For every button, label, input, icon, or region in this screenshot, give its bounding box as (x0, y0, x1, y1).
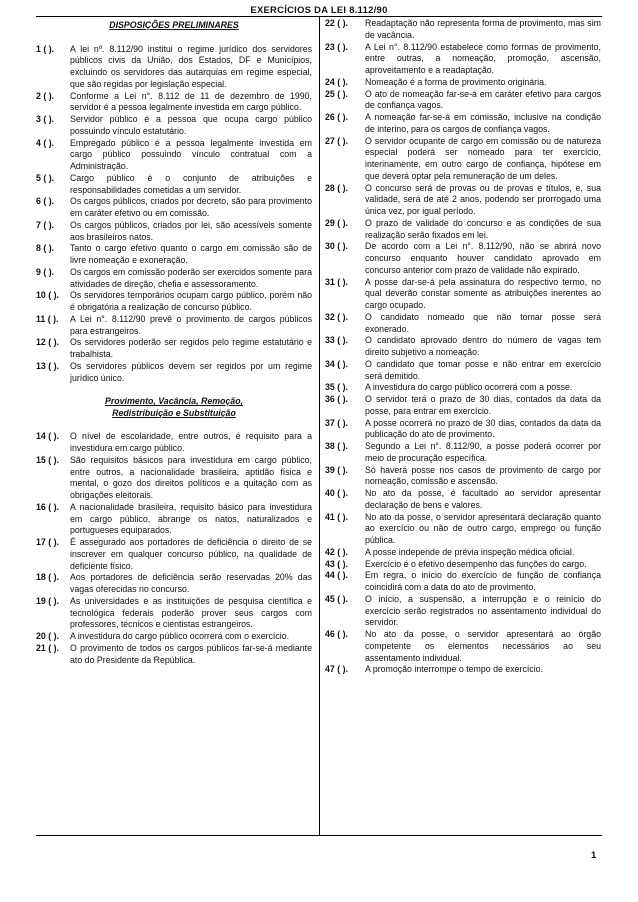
section-heading-line: Redistribuição e Substituição (112, 407, 236, 418)
question-number: 25 ( ). (325, 88, 348, 99)
question-text: Tanto o cargo efetivo quanto o cargo em comissão são de livre nomeação e exoneração. (70, 243, 312, 265)
question-item (325, 136, 601, 183)
question-number: 27 ( ). (325, 135, 348, 146)
question-item (325, 559, 601, 571)
question-item (325, 570, 601, 594)
question-text: No ato da posse, é facultado ao servidor apresentar declaração de bens e valores. (365, 488, 601, 510)
question-text: Os cargos em comissão poderão ser exercidos somente para atividades de direção, chefia e assessoramento. (70, 266, 312, 289)
question-item (36, 138, 312, 173)
question-text: O candidato aprovado dentro do número de vagas tem direito subjetivo a nomeação. (365, 335, 601, 357)
left-column (36, 18, 312, 666)
question-text: Nomeação é a forma de provimento originária. (365, 76, 547, 87)
question-number: 43 ( ). (325, 558, 348, 569)
question-number: 5 ( ). (36, 172, 55, 183)
question-number: 45 ( ). (325, 593, 348, 604)
question-text: Os servidores poderão ser regidos pelo regime estatutário e trabalhista. (70, 337, 312, 359)
question-text: A posse independe de prévia inspeção médica oficial. (365, 546, 575, 557)
question-item (36, 243, 312, 267)
question-number: 26 ( ). (325, 112, 348, 122)
question-text: Servidor público é a pessoa que ocupa cargo público possuindo vínculo estatutário. (70, 114, 312, 136)
question-item (325, 89, 601, 113)
question-item (36, 44, 312, 91)
question-number: 9 ( ). (36, 266, 55, 277)
question-number: 31 ( ). (325, 276, 348, 287)
question-item (36, 220, 312, 244)
question-number: 18 ( ). (36, 572, 59, 583)
question-item (36, 114, 312, 138)
question-number: 29 ( ). (325, 217, 348, 228)
question-number: 37 ( ). (325, 417, 348, 428)
question-item (325, 394, 601, 418)
question-number: 8 ( ). (36, 243, 55, 254)
question-number: 2 ( ). (36, 90, 55, 101)
question-number: 44 ( ). (325, 570, 348, 581)
question-text: O provimento de todos os cargos públicos far-se-á mediante ato do Presidente da República. (70, 642, 312, 665)
question-number: 39 ( ). (325, 464, 348, 475)
question-item (325, 382, 601, 394)
question-number: 4 ( ). (36, 137, 55, 148)
right-column (325, 18, 601, 676)
question-item (325, 629, 601, 664)
question-text: Os cargos públicos, criados por lei, são acessíveis somente aos brasileiros natos. (70, 219, 312, 242)
question-text: Empregado público é a pessoa legalmente investida em cargo público possuindo vínculo contratual com a Administração. (70, 137, 312, 171)
section-heading-line: Provimento, Vacância, Remoção, (104, 396, 244, 407)
question-number: 30 ( ). (325, 241, 348, 252)
question-number: 21 ( ). (36, 642, 59, 653)
question-item (36, 502, 312, 537)
question-number: 6 ( ). (36, 196, 55, 207)
question-text: São requisitos básicos para investidura em cargo público, entre outros, a nacionalidade brasileira, aptidão física e mental, o gozo dos direitos políticos e a quitação com as obrigações eleitorais. (70, 454, 312, 500)
question-number: 41 ( ). (325, 511, 348, 522)
question-item (325, 465, 601, 489)
question-item (325, 664, 601, 676)
question-text: O servidor terá o prazo de 30 dias, contados da data da posse, para entrar em exercício. (365, 394, 601, 416)
question-number: 24 ( ). (325, 76, 348, 87)
question-number: 14 ( ). (36, 431, 59, 442)
question-text: O candidato nomeado que não tomar posse será exonerado. (365, 311, 601, 334)
question-text: Readaptação não representa forma de provimento, mas sim de vacância. (365, 18, 601, 40)
question-item (36, 314, 312, 338)
question-item (325, 277, 601, 312)
question-item (325, 547, 601, 559)
question-text: A posse ocorrerá no prazo de 30 dias, contados da data da publicação do ato de provimento. (365, 417, 601, 440)
question-text: É assegurado aos portadores de deficiência o direito de se inscrever em qualquer concurso público, na qualidade de deficiente físico. (70, 537, 312, 571)
question-text: As universidades e as instituições de pesquisa científica e tecnológica federais poderão prover seus cargos com professores, técnicos e cientistas estrangeiros. (70, 595, 312, 630)
question-item (36, 91, 312, 115)
column-divider (319, 17, 320, 835)
question-number: 3 ( ). (36, 114, 55, 124)
question-item (325, 512, 601, 547)
question-number: 40 ( ). (325, 488, 348, 498)
question-text: A investidura do cargo público ocorrerá com a posse. (365, 382, 573, 393)
question-number: 11 ( ). (36, 313, 59, 324)
question-text: Os servidores temporários ocupam cargo público, porém não é obrigatória a realização de concurso público. (70, 290, 312, 312)
question-number: 33 ( ). (325, 335, 348, 346)
question-text: O concurso será de provas ou de provas e títulos, e, sua validade, será de até 2 anos, podendo ser prorrogado uma única vez, por igual período. (365, 182, 601, 216)
question-text: A nacionalidade brasileira, requisito básico para investidura em cargo público, abrange os natos, naturalizados e portugueses equiparados. (70, 501, 312, 536)
question-number: 35 ( ). (325, 382, 348, 393)
question-text: O nível de escolaridade, entre outros, é requisito para a investidura em cargo público. (70, 431, 312, 453)
question-item (325, 42, 601, 77)
question-text: De acordo com a Lei n°. 8.112/90, não se abrirá novo concurso enquanto houver candidato aprovado em concurso anterior com prazo de validade não expirado. (365, 241, 601, 275)
question-number: 16 ( ). (36, 501, 59, 512)
question-number: 23 ( ). (325, 41, 348, 52)
question-item (36, 361, 312, 385)
page-title: EXERCÍCIOS DA LEI 8.112/90 (250, 4, 388, 15)
question-item (36, 290, 312, 314)
question-text: A nomeação far-se-á em comissão, inclusive na condição de interino, para os cargos de confiança vagos. (365, 112, 601, 134)
question-item (325, 418, 601, 442)
question-item (36, 631, 312, 643)
question-number: 1 ( ). (36, 43, 55, 54)
section-heading-provimento (36, 396, 312, 419)
question-item (325, 241, 601, 276)
question-item (325, 218, 601, 242)
question-item (325, 112, 601, 136)
question-number: 22 ( ). (325, 18, 348, 28)
question-number: 38 ( ). (325, 441, 348, 451)
question-item (36, 173, 312, 197)
question-text: Os servidores públicos devem ser regidos por um regime jurídico único. (70, 360, 312, 383)
question-text: O prazo de validade do concurso e as condições de sua realização serão fixados em lei. (365, 217, 601, 240)
section-heading-line: DISPOSIÇÕES PRELIMINARES (109, 20, 239, 30)
question-text: Só haverá posse nos casos de provimento de cargo por nomeação, comissão e ascensão. (365, 464, 601, 487)
question-item (325, 488, 601, 512)
question-item (36, 596, 312, 631)
question-text: Cargo público é o conjunto de atribuições e responsabilidades cometidas a um servidor. (70, 172, 312, 195)
question-text: A lei nº. 8.112/90 institui o regime jurídico dos servidores públicos civis da União, dos Estados, DF e Municípios, excluindo os servidores das autarquias em regime especial, que são regidas por legislação especial. (70, 43, 312, 89)
question-text: A Lei n°. 8.112/90 prevê o provimento de cargos públicos para estrangeiros. (70, 313, 312, 336)
question-text: O candidato que tomar posse e não entrar em exercício será demitido. (365, 358, 601, 381)
question-text: Exercício é o efetivo desempenho das funções do cargo. (365, 558, 587, 569)
question-number: 20 ( ). (36, 631, 59, 641)
question-item (325, 441, 601, 465)
question-item (36, 196, 312, 220)
question-text: A promoção interrompe o tempo de exercício. (365, 664, 543, 675)
question-item (325, 183, 601, 218)
question-text: No ato da posse, o servidor apresentará declaração quanto ao exercício ou não de outro cargo, emprego ou função pública. (365, 511, 601, 545)
question-item (36, 337, 312, 361)
question-text: No ato da posse, o servidor apresentará ao órgão competente os elementos necessários ao seu assentamento individual. (365, 629, 601, 663)
question-item (325, 594, 601, 629)
question-number: 28 ( ). (325, 182, 348, 193)
question-number: 13 ( ). (36, 360, 59, 371)
question-item (36, 537, 312, 572)
question-number: 15 ( ). (36, 454, 59, 465)
question-number: 10 ( ). (36, 290, 59, 301)
question-text: O ato de nomeação far-se-á em caráter efetivo para cargos de confiança vagos. (365, 88, 601, 111)
question-text: A Lei n°. 8.112/90 estabelece como formas de provimento, entre outras, a nomeação, promoção, ascensão, aproveitamento e a readaptação. (365, 41, 601, 75)
question-text: A posse dar-se-á pela assinatura do respectivo termo, no qual deverão constar somente as atribuições inerentes ao cargo ocupado. (365, 276, 601, 310)
question-item (325, 312, 601, 336)
question-text: Conforme a Lei n°. 8.112 de 11 de dezembro de 1990, servidor é a pessoa legalmente investida em cargo público. (70, 90, 312, 113)
question-item (36, 267, 312, 291)
question-number: 36 ( ). (325, 394, 348, 404)
section-heading-disposicoes (36, 20, 312, 32)
question-item (325, 77, 601, 89)
question-item (36, 431, 312, 455)
question-number: 12 ( ). (36, 337, 59, 348)
question-item (36, 643, 312, 667)
bottom-rule (36, 835, 602, 836)
question-item (325, 335, 601, 359)
question-item (36, 572, 312, 596)
question-number: 47 ( ). (325, 664, 348, 675)
question-item (325, 359, 601, 383)
question-number: 46 ( ). (325, 629, 348, 639)
question-number: 32 ( ). (325, 311, 348, 322)
question-number: 34 ( ). (325, 358, 348, 369)
question-text: Em regra, o início do exercício de função de confiança coincidirá com a data do ato de provimento. (365, 570, 601, 592)
question-text: O servidor ocupante de cargo em comissão ou de natureza especial poderá ser nomeado para ter exercício, interinamente, em outro cargo de confiança, hipótese em que deverá optar pela remuneração de um deles. (365, 135, 601, 181)
question-item (36, 455, 312, 502)
question-text: Segundo a Lei n°. 8.112/90, a posse poderá ocorrer por meio de procuração específica. (365, 441, 601, 463)
question-number: 19 ( ). (36, 595, 59, 606)
question-text: Os cargos públicos, criados por decreto, são para provimento em caráter efetivo ou em comissão. (70, 196, 312, 218)
question-text: O início, a suspensão, a interrupção e o reinício do exercício serão registrados no assentamento individual do servidor. (365, 593, 601, 628)
question-number: 17 ( ). (36, 537, 59, 547)
question-text: Aos portadores de deficiência serão reservadas 20% das vagas oferecidas no concurso. (70, 572, 312, 594)
question-item (325, 18, 601, 42)
page-number: 1 (591, 850, 597, 861)
question-number: 7 ( ). (36, 219, 55, 230)
question-text: A investidura do cargo público ocorrerá com o exercício. (70, 631, 290, 641)
question-number: 42 ( ). (325, 546, 348, 557)
